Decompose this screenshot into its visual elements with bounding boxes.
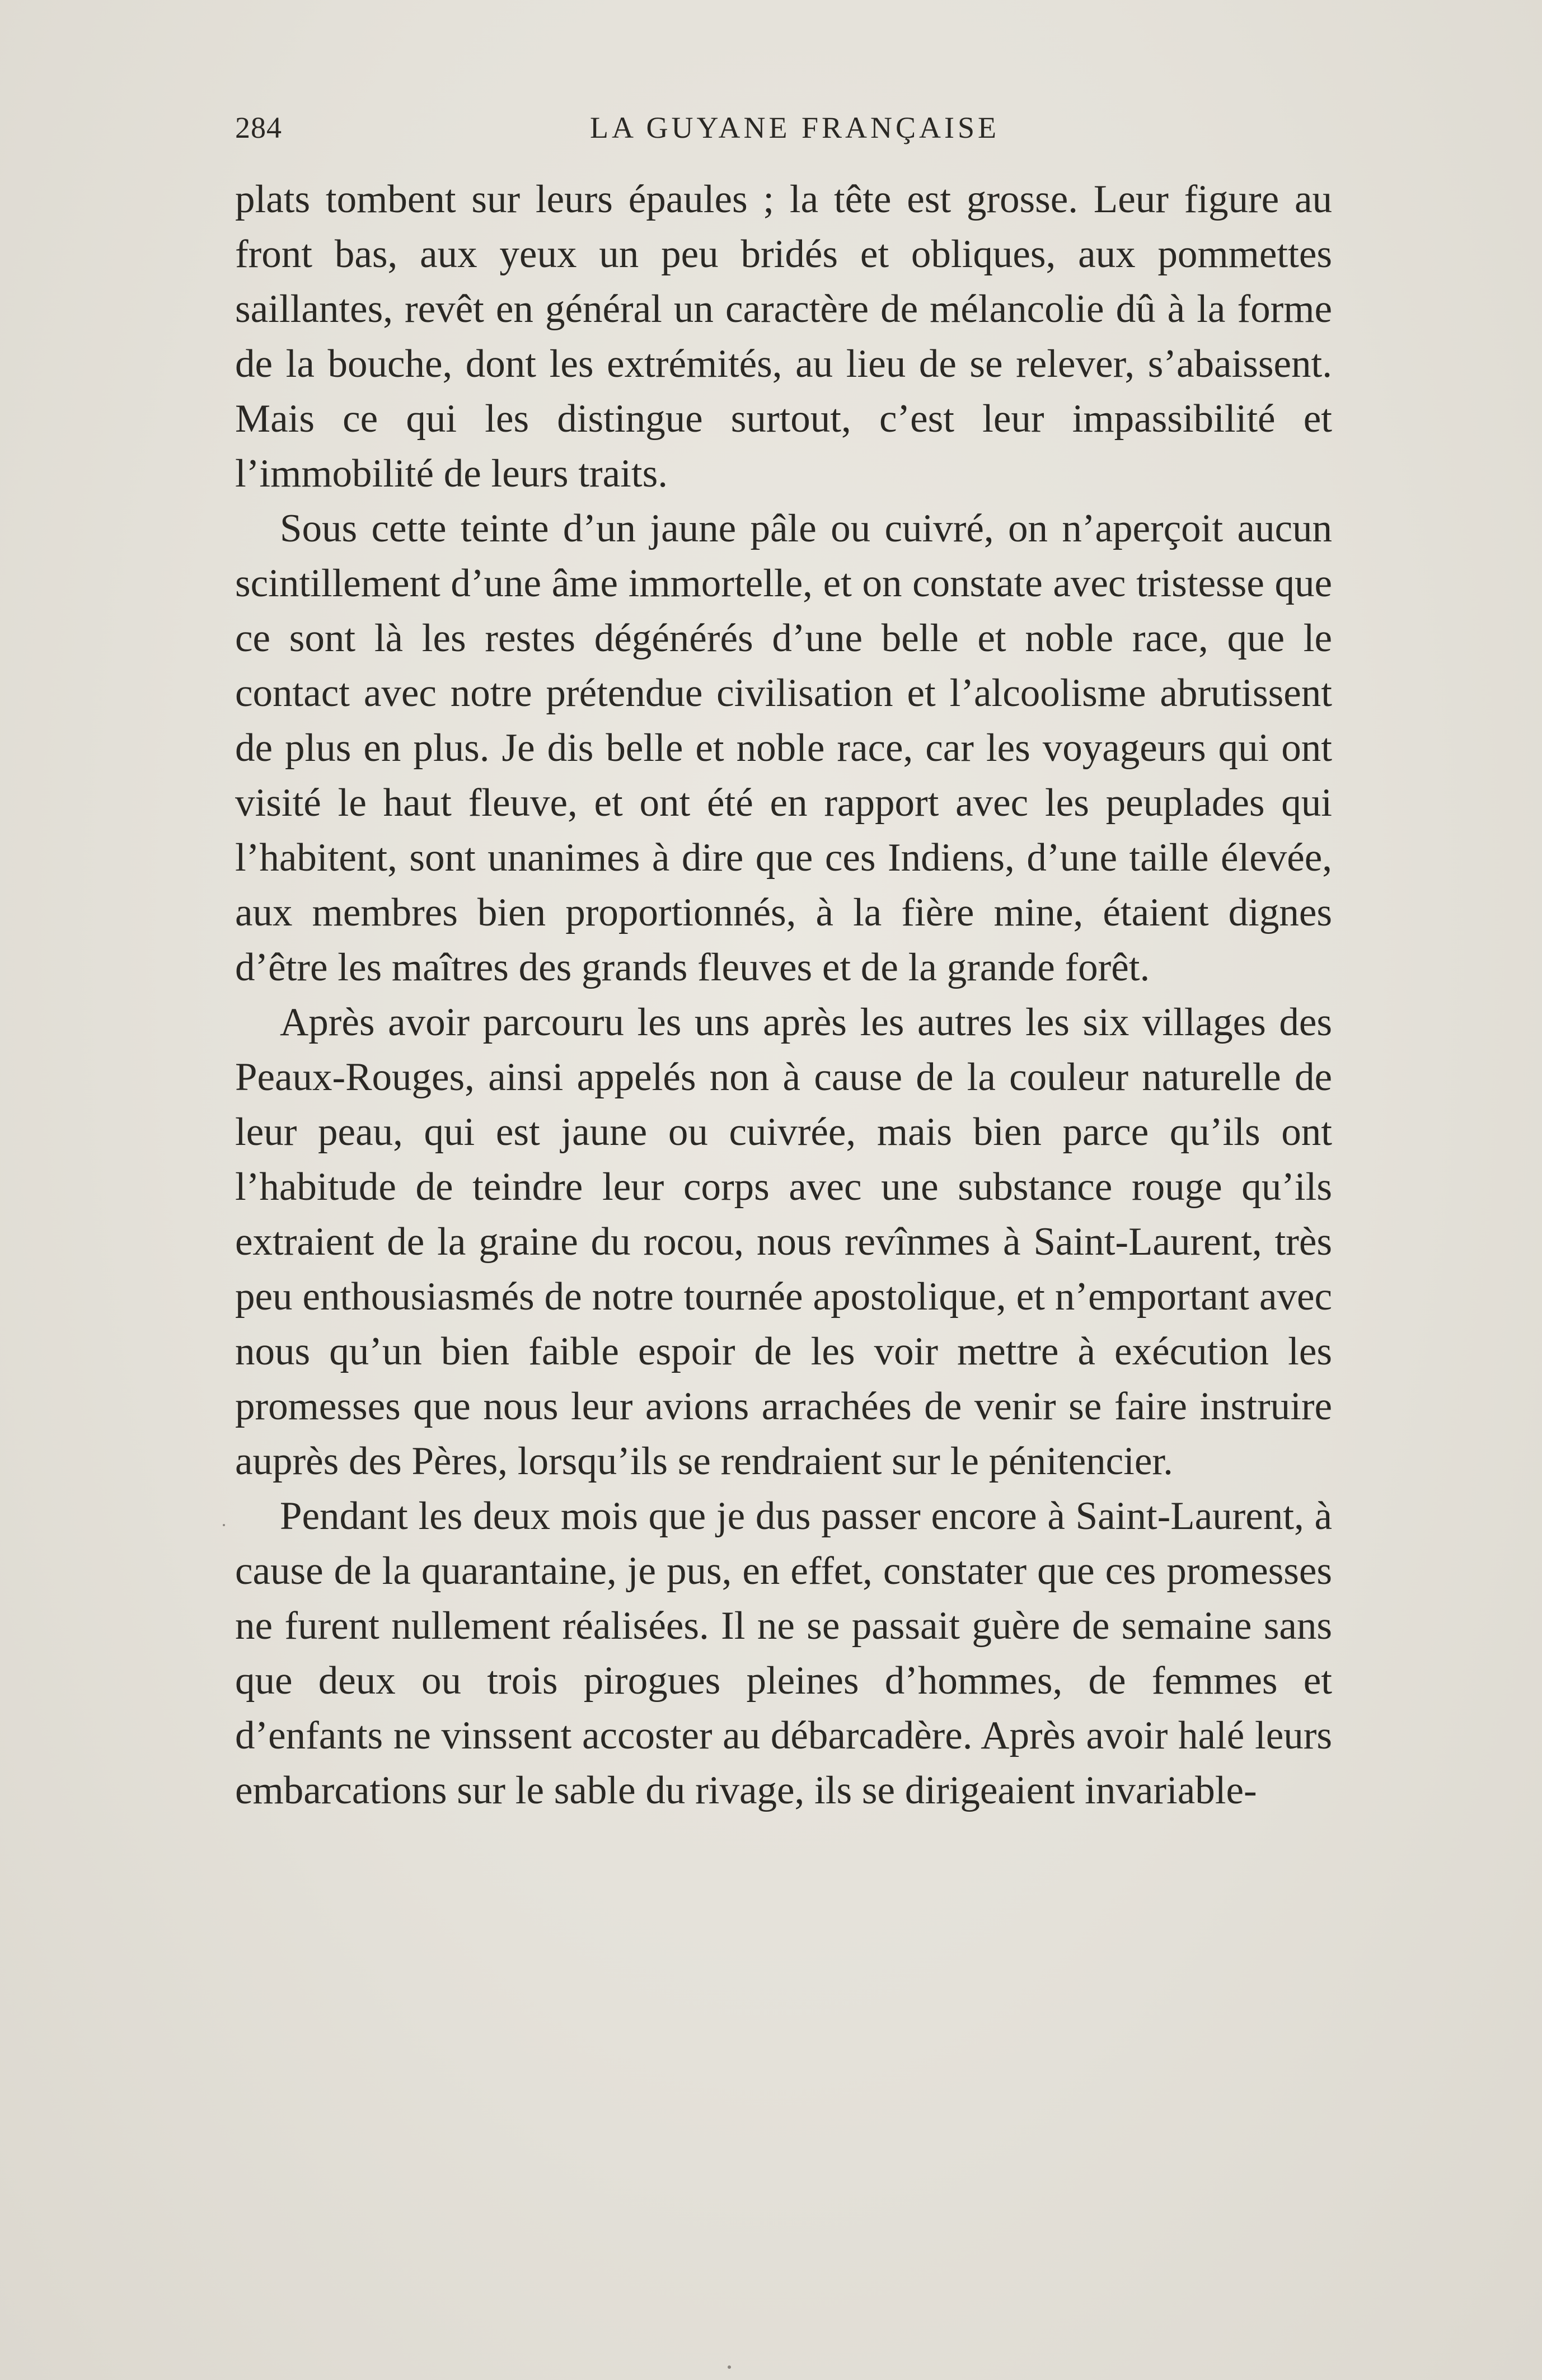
paragraph-continued: plats tombent sur leurs épaules ; la tête est grosse. Leur figure au front bas, aux yeux un peu bridés et obliques, aux pommettes saillantes, revêt en général un caractère de mélancolie dû à la forme de la bouche, dont les extrémités, au lieu de se relever, s’abaissent. Mais ce qui les distingue surtout, c’est leur impassibilité et l’immobilité de leurs traits. — [235, 177, 1332, 495]
paragraph: Pendant les deux mois que je dus passer encore à Saint-Laurent, à cause de la quarantaine, je pus, en effet, constater que ces promesses ne furent nullement réalisées. Il ne se passait guère de semaine sans que deux ou trois pirogues pleines d’hommes, de femmes et d’enfants ne vinssent accoster au débarcadère. Après avoir halé leurs embarcations sur le sable du rivage, ils se dirigeaient invariable- — [235, 1494, 1332, 1812]
page-number: 284 — [235, 111, 282, 144]
paragraph: Sous cette teinte d’un jaune pâle ou cuivré, on n’aperçoit aucun scintillement d’une âme immortelle, et on constate avec tristesse que ce sont là les restes dégénérés d’une belle et noble race, que le contact avec notre prétendue civilisation et l’alcoolisme abrutissent de plus en plus. Je dis belle et noble race, car les voyageurs qui ont visité le haut fleuve, et ont été en rapport avec les peuplades qui l’habitent, sont unanimes à dire que ces Indiens, d’une taille élevée, aux membres bien proportionnés, à la fière mine, étaient dignes d’être les maîtres des grands fleuves et de la grande forêt. — [235, 507, 1332, 989]
running-head — [235, 105, 1332, 150]
body-text — [235, 172, 1332, 1818]
paper-speck — [223, 1524, 225, 1526]
paragraph: Après avoir parcouru les uns après les autres les six villages des Peaux-Rouges, ainsi appelés non à cause de la couleur naturelle de leur peau, qui est jaune ou cuivrée, mais bien parce qu’ils ont l’habitude de teindre leur corps avec une substance rouge qu’ils extraient de la graine du rocou, nous revînmes à Saint-Laurent, très peu enthousiasmés de notre tournée apostolique, et n’emportant avec nous qu’un bien faible espoir de les voir mettre à exécution les promesses que nous leur avions arrachées de venir se faire instruire auprès des Pères, lorsqu’ils se rendraient sur le pénitencier. — [235, 1000, 1332, 1483]
running-title: LA GUYANE FRANÇAISE — [589, 111, 1000, 144]
paper-speck — [728, 2365, 731, 2369]
